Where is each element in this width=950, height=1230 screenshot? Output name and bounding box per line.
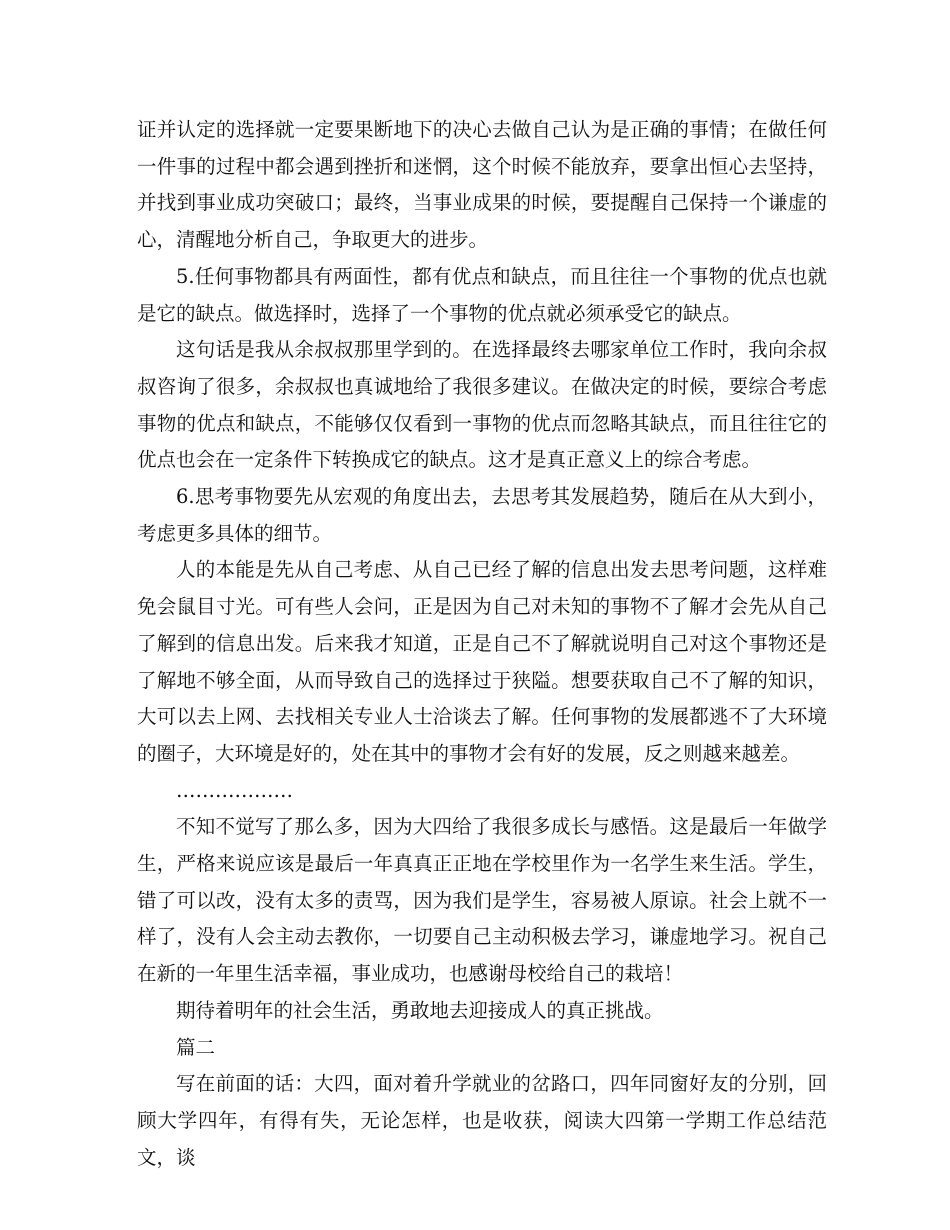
paragraph-closing: 期待着明年的社会生活，勇敢地去迎接成人的真正挑战。 <box>176 998 664 1022</box>
paragraph-reflection: 不知不觉写了那么多，因为大四给了我很多成长与感悟。这是最后一年做学生，严格来说应该是最后一年真真正正地在学校里作为一名学生来生活。学生，错了可以改，没有太多的责骂，因为我们是学生，容易被人原谅。社会上就不一样了，没有人会主动去教你，一切要自己主动积极去学习，谦虚地学习。祝自己在新的一年里生活幸福，事业成功，也感谢母校给自己的栽培！ <box>137 815 827 986</box>
paragraph-point-6: 6.思考事物要先从宏观的角度出去，去思考其发展趋势，随后在从大到小，考虑更多具体的细节。 <box>137 485 827 545</box>
ellipsis-separator: ……………… <box>176 778 293 802</box>
paragraph-point-6-explanation: 人的本能是先从自己考虑、从自己已经了解的信息出发去思考问题，这样难免会鼠目寸光。可有些人会问，正是因为自己对未知的事物不了解才会先从自己了解到的信息出发。后来我才知道，正是自己不了解就说明自己对这个事物还是了解地不够全面，从而导致自己的选择过于狭隘。想要获取自己不了解的知识，大可以去上网、去找相关专业人士洽谈去了解。任何事物的发展都逃不了大环境的圈子，大环境是好的，处在其中的事物才会有好的发展，反之则越来越差。 <box>137 558 827 765</box>
paragraph-continuation: 证并认定的选择就一定要果断地下的决心去做自己认为是正确的事情；在做任何一件事的过程中都会遇到挫折和迷惘，这个时候不能放弃，要拿出恒心去坚持，并找到事业成功突破口；最终，当事业成果的时候，要提醒自己保持一个谦虚的心，清醒地分析自己，争取更大的进步。 <box>137 118 827 252</box>
paragraph-part-two-intro: 写在前面的话：大四，面对着升学就业的岔路口，四年同窗好友的分别，回顾大学四年，有得有失，无论怎样，也是收获，阅读大四第一学期工作总结范文，谈 <box>137 1072 827 1169</box>
paragraph-point-5-explanation: 这句话是我从余叔叔那里学到的。在选择最终去哪家单位工作时，我向余叔叔咨询了很多，余叔叔也真诚地给了我很多建议。在做决定的时候，要综合考虑事物的优点和缺点，不能够仅仅看到一事物的优点而忽略其缺点，而且往往它的优点也会在一定条件下转换成它的缺点。这才是真正意义上的综合考虑。 <box>137 338 827 472</box>
document-body <box>137 112 827 1176</box>
paragraph-point-5: 5.任何事物都具有两面性，都有优点和缺点，而且往往一个事物的优点也就是它的缺点。做选择时，选择了一个事物的优点就必须承受它的缺点。 <box>137 264 827 325</box>
section-heading-part-two: 篇二 <box>176 1035 216 1059</box>
